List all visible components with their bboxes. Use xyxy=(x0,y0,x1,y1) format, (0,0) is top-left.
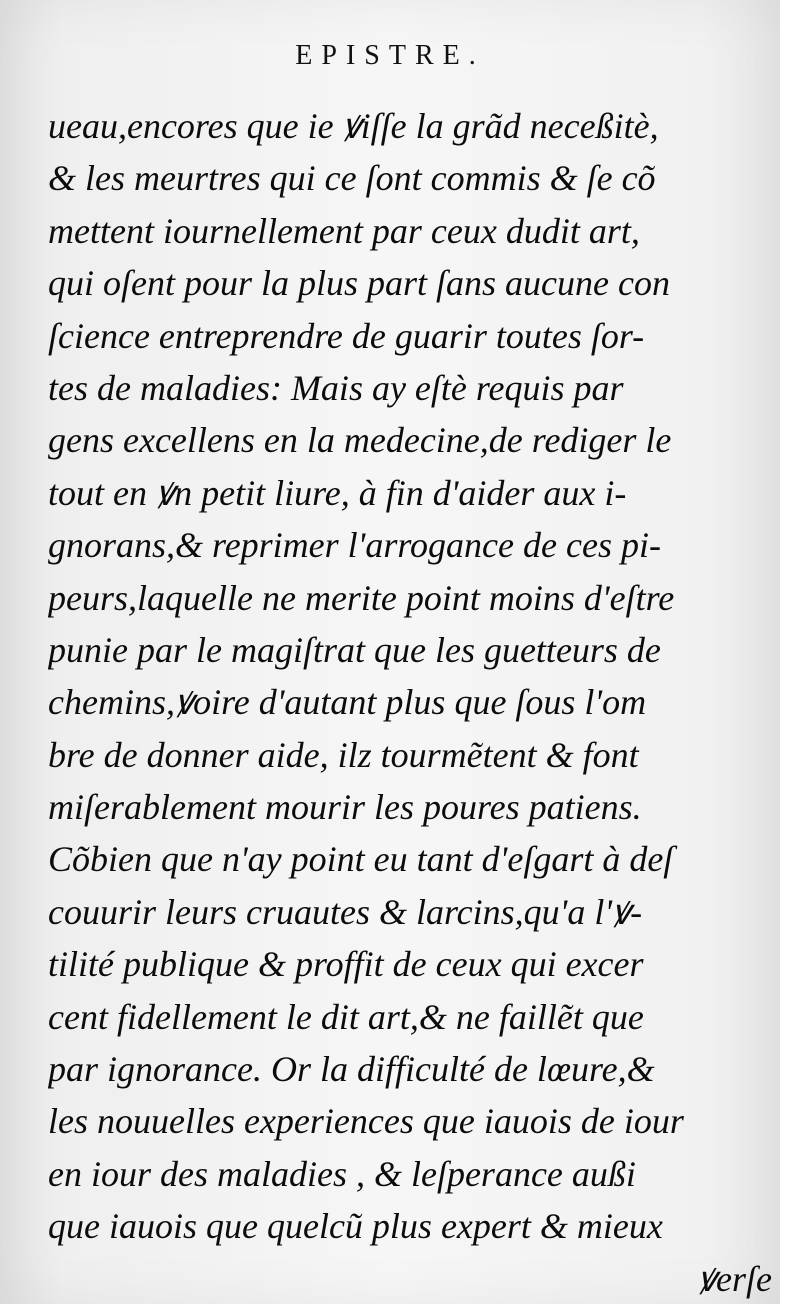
text-line: ueau,encores que ie ꝟiſſe la grãd neceßitè, xyxy=(48,106,659,146)
text-line: mettent iournellement par ceux dudit art, xyxy=(48,210,640,251)
text-line: tes de maladies: Mais ay eſtè requis par xyxy=(48,367,624,408)
page-margin-edge xyxy=(780,0,800,1304)
text-line: punie par le magiſtrat que les guetteurs de xyxy=(48,629,661,670)
catchword: ꝟerſe xyxy=(697,1258,772,1299)
text-line: qui oſent pour la plus part ſans aucune con xyxy=(48,263,670,304)
text-line: cent fidellement le dit art,& ne faillẽt que xyxy=(48,996,644,1037)
text-line: tout en ꝟn petit liure, à fin d'aider aux i- xyxy=(48,472,627,513)
text-line: bre de donner aide, ilz tourmẽtent & font xyxy=(48,734,639,775)
text-line: les nouuelles experiences que iauois de iour xyxy=(48,1101,684,1142)
text-line: couurir leurs cruautes & larcins,qu'a l'ꝟ- xyxy=(48,891,643,932)
text-line: gens excellens en la medecine,de rediger le xyxy=(48,420,672,461)
text-line: tilité publique & proffit de ceux qui excer xyxy=(48,944,644,985)
text-line: chemins,ꝟoire d'autant plus que ſous l'om xyxy=(48,682,647,723)
text-line: par ignorance. Or la difficulté de lœure,& xyxy=(48,1049,655,1090)
text-line: & les meurtres qui ce ſont commis & ſe cõ xyxy=(48,158,656,199)
text-line: peurs,laquelle ne merite point moins d'eſtre xyxy=(48,577,675,618)
running-head: EPISTRE. xyxy=(295,40,485,71)
text-line: ſcience entreprendre de guarir toutes ſor- xyxy=(48,315,645,356)
epistle-text xyxy=(48,100,774,1304)
text-line: miſerablement mourir les poures patiens. xyxy=(48,787,642,828)
text-line: Cõbien que n'ay point eu tant d'eſgart à deſ xyxy=(48,839,674,880)
text-line: que iauois que quelcũ plus expert & mieux xyxy=(48,1206,663,1247)
text-line: gnorans,& reprimer l'arrogance de ces pi- xyxy=(48,525,661,566)
text-line: en iour des maladies , & leſperance außi xyxy=(48,1153,636,1194)
